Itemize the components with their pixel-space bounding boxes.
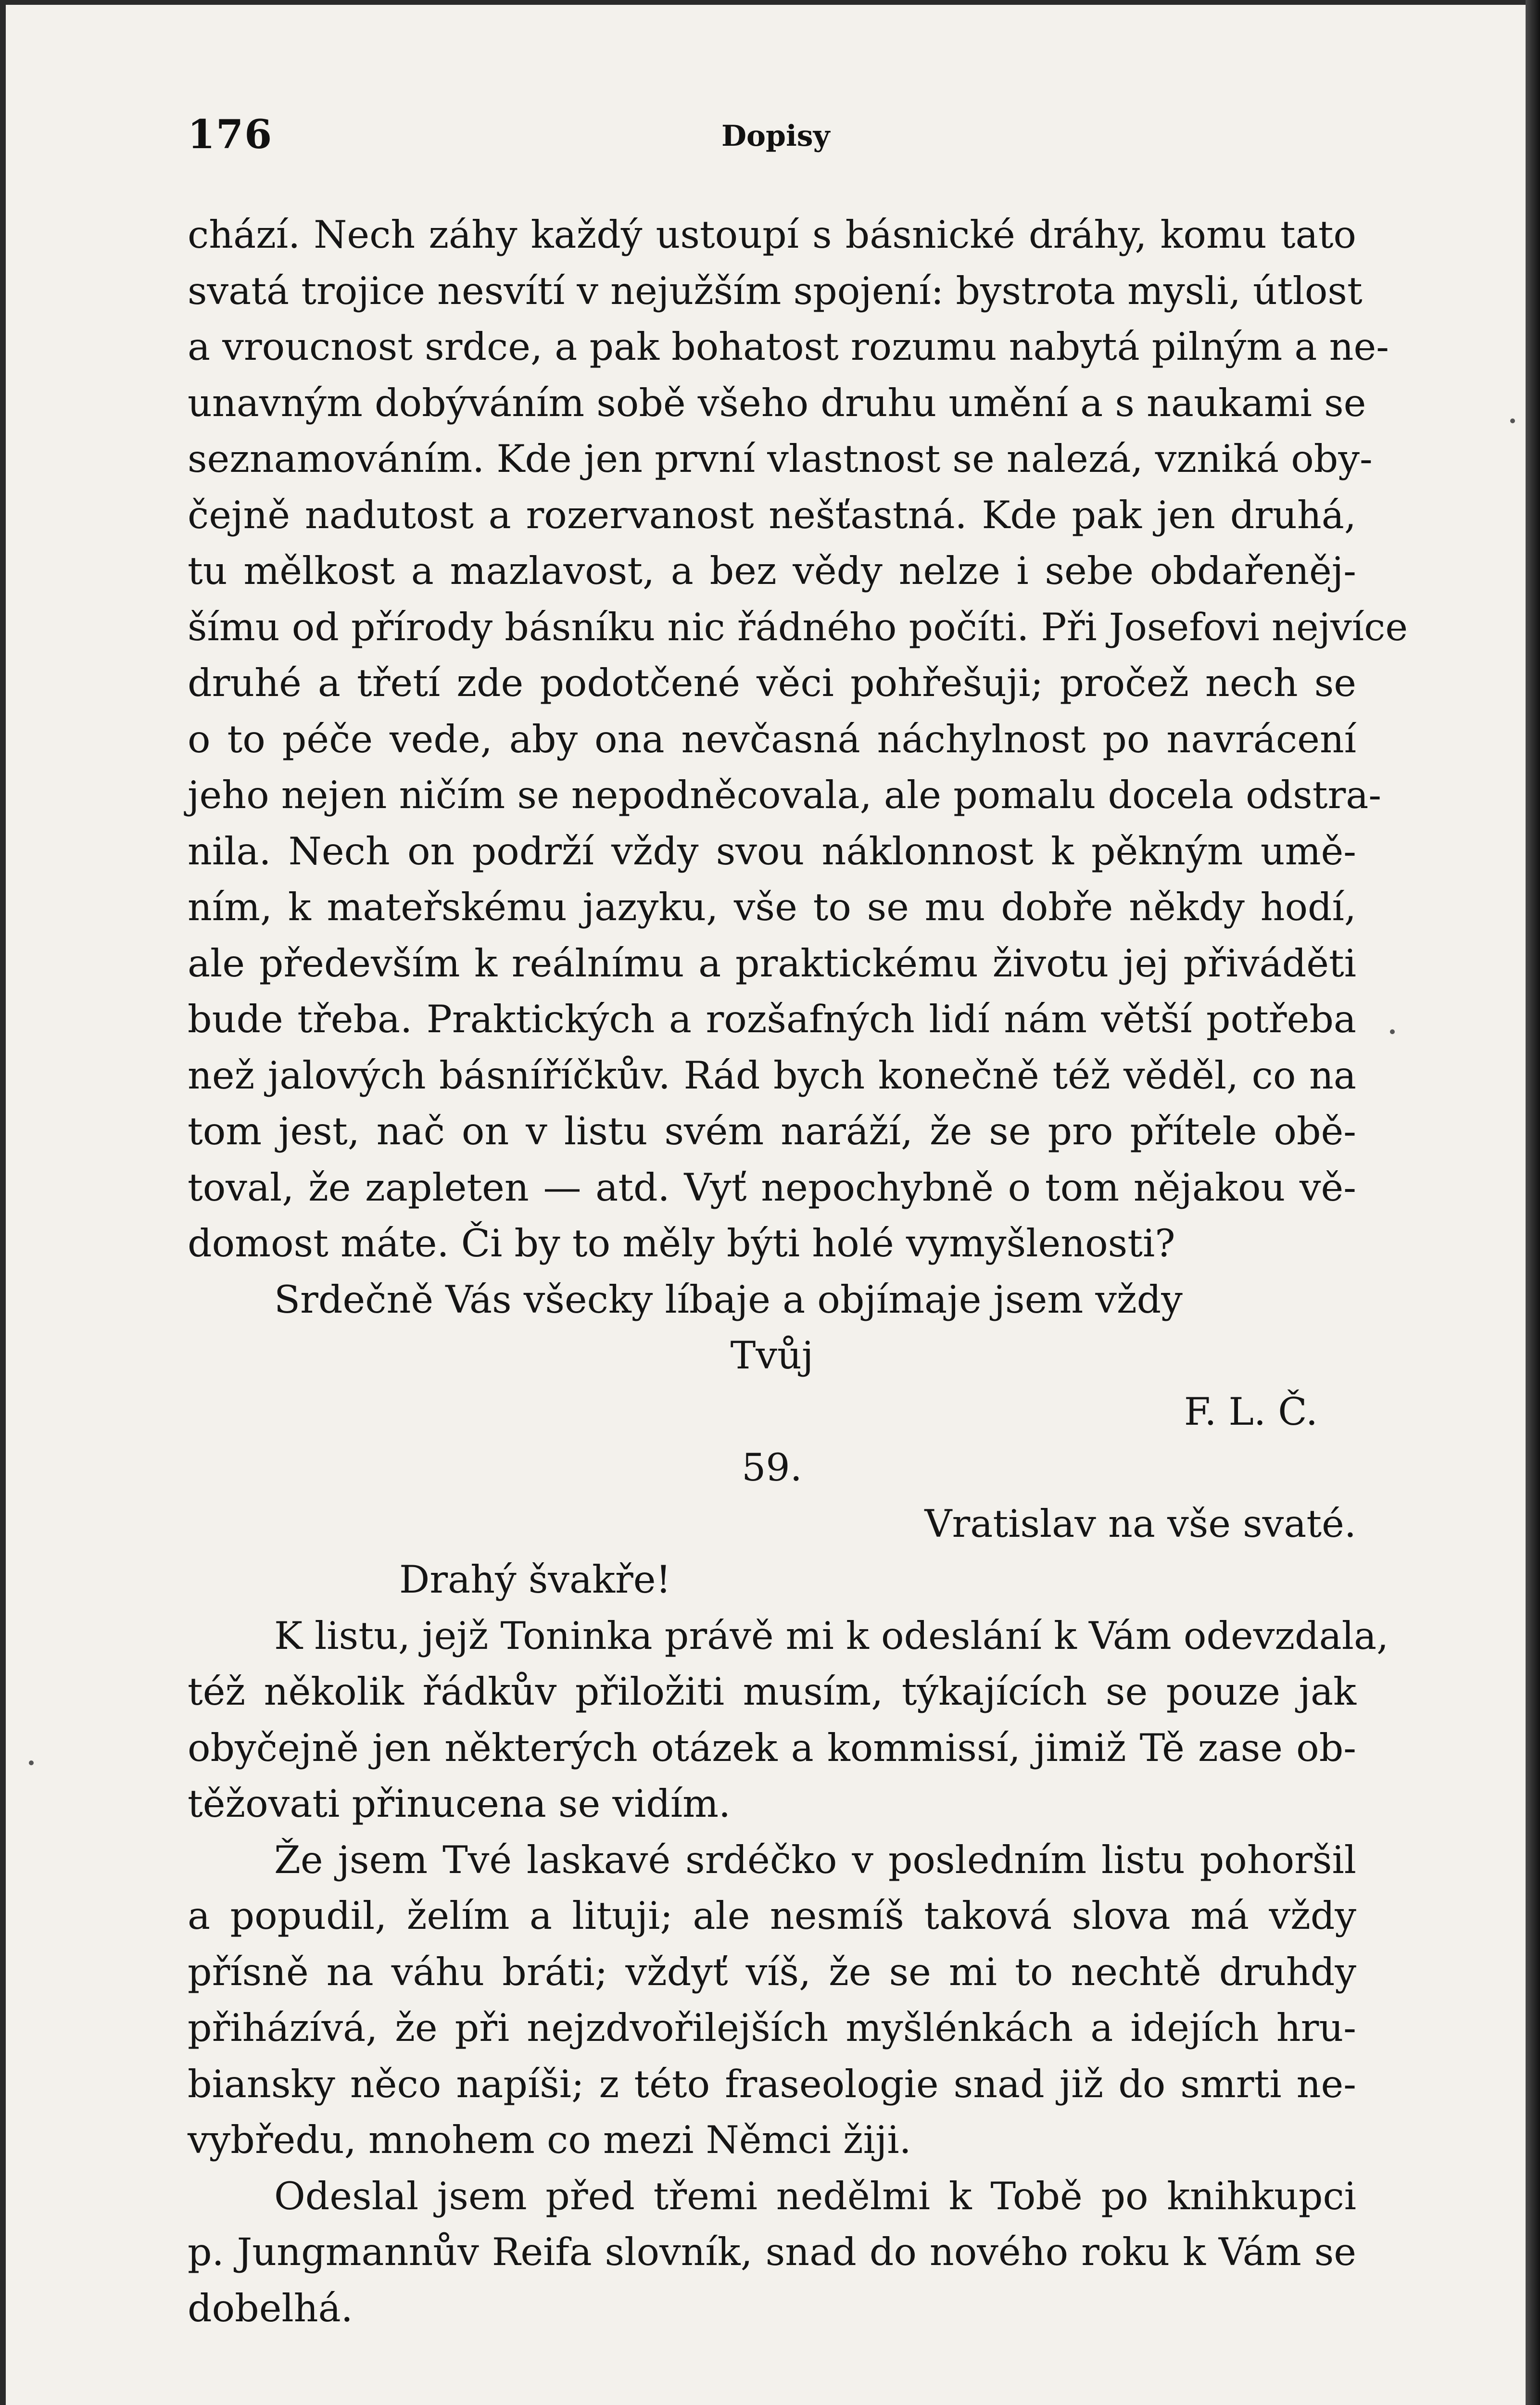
text-line: Že jsem Tvé laskavé srdéčko v posledním listu pohoršil bbox=[274, 1837, 1356, 1882]
margin-mark bbox=[1510, 418, 1515, 423]
text-line: než jalových básníříčkův. Rád bych konečně též věděl, co na bbox=[188, 1053, 1356, 1098]
text-line: seznamováním. Kde jen první vlastnost se nalezá, vzniká oby- bbox=[188, 437, 1373, 481]
text-line: ale především k reálnímu a praktickému životu jej přiváděti bbox=[188, 941, 1356, 986]
place-date: Vratislav na vše svaté. bbox=[924, 1501, 1356, 1546]
letter-number: 59. bbox=[742, 1445, 802, 1490]
margin-mark bbox=[1390, 1029, 1395, 1034]
text-line: přiházívá, že při nejzdvořilejších myšlénkách a idejích hru- bbox=[188, 2006, 1356, 2050]
page-text bbox=[188, 207, 1408, 2336]
text-line: unavným dobýváním sobě všeho druhu umění a s naukami se bbox=[188, 380, 1366, 425]
text-line: p. Jungmannův Reifa slovník, snad do nového roku k Vám se bbox=[188, 2230, 1356, 2274]
signature: F. L. Č. bbox=[1184, 1389, 1318, 1434]
text-line: K listu, jejž Toninka právě mi k odeslání k Vám odevzdala, bbox=[274, 1613, 1389, 1658]
text-line: dobelhá. bbox=[188, 2286, 353, 2330]
text-line: tom jest, nač on v listu svém naráží, že se pro přítele obě- bbox=[188, 1109, 1356, 1153]
running-title: Dopisy bbox=[721, 119, 830, 153]
text-line: obyčejně jen některých otázek a kommissí, jimiž Tě zase ob- bbox=[188, 1725, 1356, 1770]
scan-edge-right bbox=[1526, 0, 1540, 2405]
text-line: šímu od přírody básníku nic řádného počíti. Při Josefovi nejvíce bbox=[188, 605, 1408, 649]
text-line: též několik řádkův přiložiti musím, týkajících se pouze jak bbox=[188, 1670, 1356, 1714]
text-line: jeho nejen ničím se nepodněcovala, ale pomalu docela odstra- bbox=[188, 773, 1382, 817]
text-line: tu mělkost a mazlavost, a bez vědy nelze i sebe obdařeněj- bbox=[188, 549, 1356, 593]
text-line: domost máte. Či by to měly býti holé vymyšlenosti? bbox=[188, 1221, 1175, 1266]
text-line: těžovati přinucena se vidím. bbox=[188, 1782, 731, 1826]
closing-line: Srdečně Vás všecky líbaje a objímaje jsem vždy bbox=[274, 1277, 1183, 1322]
text-line: toval, že zapleten — atd. Vyť nepochybně o tom nějakou vě- bbox=[188, 1165, 1356, 1210]
text-line: přísně na váhu bráti; vždyť víš, že se mi to nechtě druhdy bbox=[188, 1949, 1356, 1994]
text-line: chází. Nech záhy každý ustoupí s básnické dráhy, komu tato bbox=[188, 213, 1356, 257]
text-line: druhé a třetí zde podotčené věci pohřešuji; pročež nech se bbox=[188, 661, 1356, 705]
text-line: a popudil, želím a lituji; ale nesmíš taková slova má vždy bbox=[188, 1894, 1356, 1938]
text-line: ním, k mateřskému jazyku, vše to se mu dobře někdy hodí, bbox=[188, 885, 1356, 929]
scan-edge-left bbox=[0, 0, 6, 2405]
text-line: o to péče vede, aby ona nevčasná náchylnost po navrácení bbox=[188, 717, 1356, 761]
margin-mark bbox=[29, 1760, 34, 1765]
text-line: Odeslal jsem před třemi nedělmi k Tobě po knihkupci bbox=[274, 2174, 1356, 2218]
page-number: 176 bbox=[188, 112, 273, 158]
text-line: vybředu, mnohem co mezi Němci žiji. bbox=[188, 2118, 911, 2162]
page-header bbox=[188, 112, 1356, 160]
text-line: biansky něco napíši; z této fraseologie snad již do smrti ne- bbox=[188, 2062, 1356, 2106]
salutation: Drahý švakře! bbox=[399, 1557, 671, 1602]
text-line: čejně nadutost a rozervanost nešťastná. Kde pak jen druhá, bbox=[188, 493, 1356, 537]
scan-edge-top bbox=[0, 0, 1540, 5]
text-line: svatá trojice nesvítí v nejužším spojení: bystrota mysli, útlost bbox=[188, 268, 1363, 313]
text-line: bude třeba. Praktických a rozšafných lidí nám větší potřeba bbox=[188, 997, 1356, 1041]
closing-yours: Tvůj bbox=[730, 1333, 814, 1378]
text-line: a vroucnost srdce, a pak bohatost rozumu nabytá pilným a ne- bbox=[188, 325, 1389, 369]
text-line: nila. Nech on podrží vždy svou náklonnost k pěkným umě- bbox=[188, 829, 1356, 873]
